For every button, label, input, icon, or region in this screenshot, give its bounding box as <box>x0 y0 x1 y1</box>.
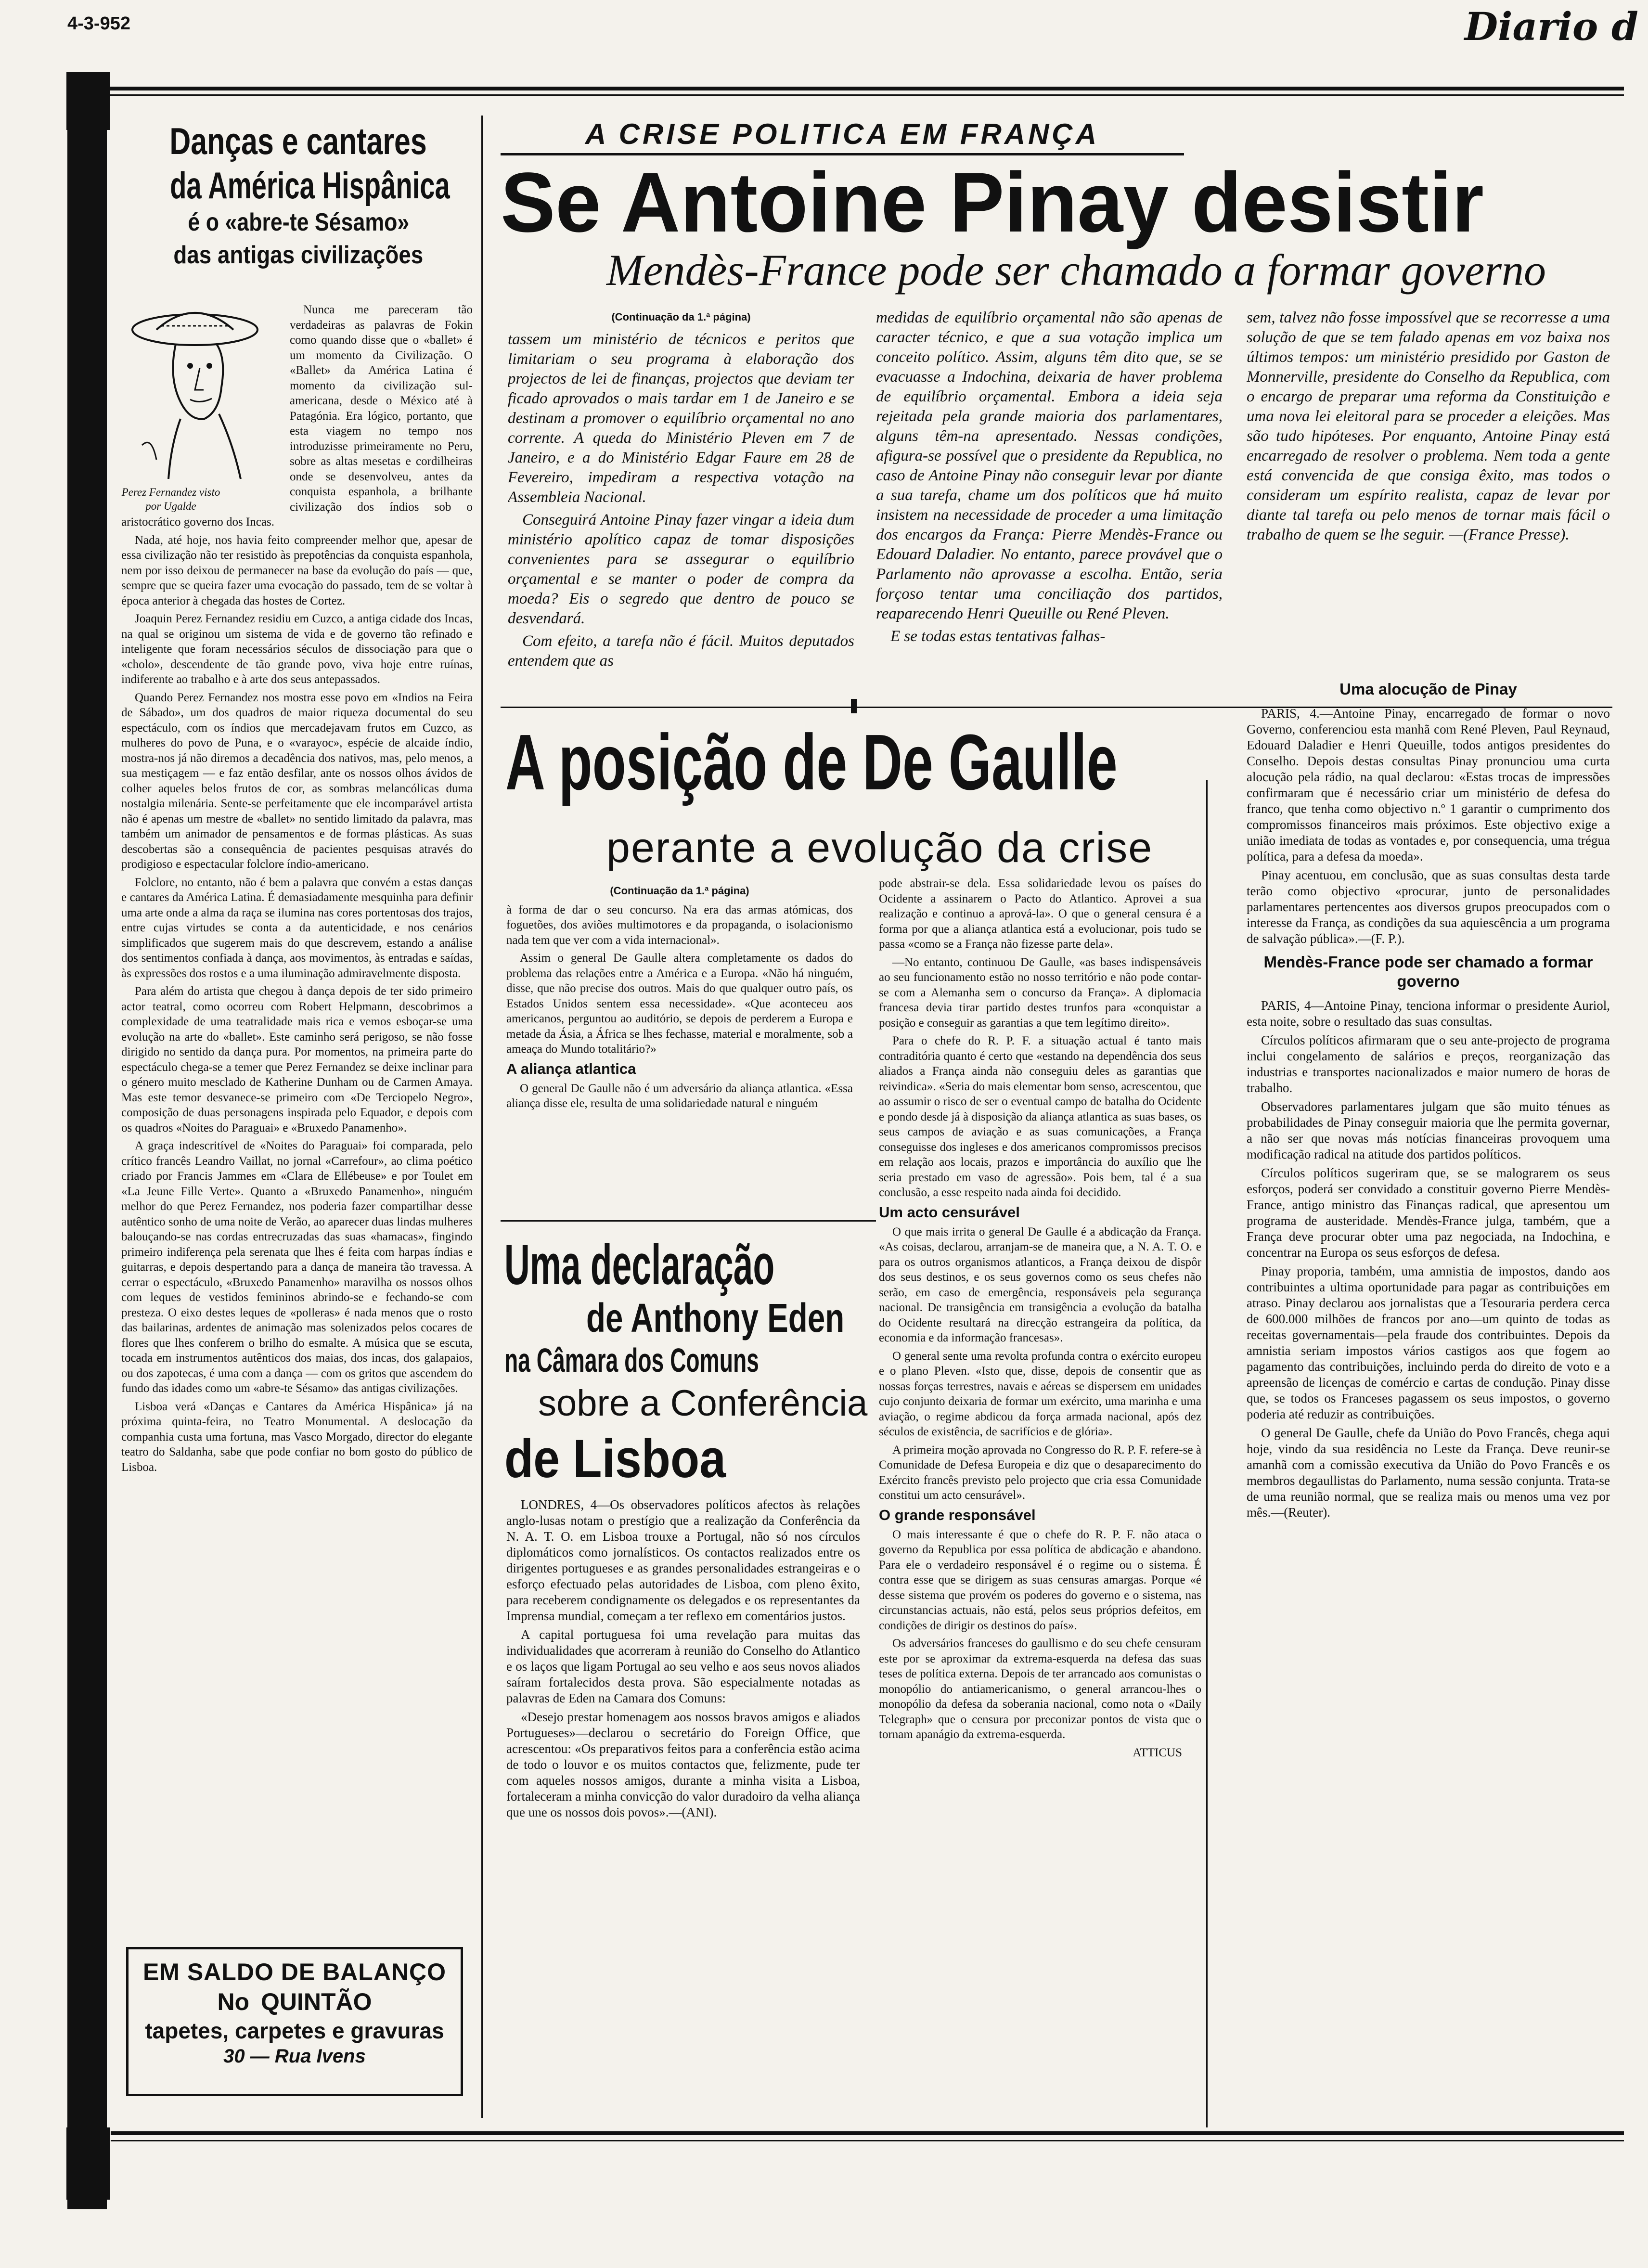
dancas-body <box>121 302 473 1785</box>
dancas-paragraph-6: Para além do artista que chegou à dança depois de ter sido primeiro actor teatral, como ocorreu com Robert Helpmann, descobrimos a complexidade de uma teatralidade mais rica e vemos esboçar-se uma evolução na arte do «ballet». Este caminho será perigoso, se não fosse dirigido no sentido da dança pura. Por momentos, na primeira parte do espectáculo chega-se a temer que Perez Fernandez se deixe inclinar para o género muito mesclado de Katherine Dunham ou de Carmen Amaya. Mas este temor desvanece-se primeiro com «De Terciopelo Negro», composição de duas personagens inspirada pelo Equador, e depois com os quadros «Noites do Paraguai» e «Bruxedo Panamenho». <box>121 985 473 1134</box>
dancas-headline-line1: Danças e cantares <box>169 120 427 162</box>
gaulle-col2-paragraph-4: O que mais irrita o general De Gaulle é a abdicação da França. «As coisas, declarou, arranjam-se de maneira que, a N. A. T. O. e para os outros organismos atlanticos, a França deixou de dispôr dos seus destinos, e os seus governos como os seus chefes não serão, em caso de emergência, responsáveis pela segurança nacional. De transigência em transigência a evolução da batalha do Ocidente resultará na direcção estrangeira da política, da economia e da informação francesas». <box>879 1225 1201 1344</box>
dancas-headline-line2: da América Hispânica <box>170 164 450 206</box>
page-date: 4-3-952 <box>67 13 130 34</box>
dancas-paragraph-2: Nada, até hoje, nos havia feito compreender melhor que, apesar de essa civilização não ter resistido às prepotências da conquista espanhola, nem por isso deixou de permanecer na base da evolução do país — que, sempre que se queira fazer uma evocação do passado, tem de se voltar à época anterior à chegada das hostes de Cortez. <box>121 533 473 607</box>
eden-paragraph-3: «Desejo prestar homenagem aos nossos bravos amigos e aliados Portugueses»—declarou o secretário do Foreign Office, que acrescentou: «Os preparativos feitos para a conferência estão acima de todo o louvor e os muitos contactos que, felizmente, pude ter com aqueles nossos amigos, durante a minha visita a Lisboa, fortaleceram a minha convicção do valor duradoiro da velha aliança que une os nossos dois povos».—(ANI). <box>506 1710 860 1819</box>
dancas-paragraph-8: Lisboa verá «Danças e Cantares da América Hispânica» já na próxima quinta-feira, no Teatro Monumental. A deslocação da companhia custa uma fortuna, mas Vasco Morgado, director do elegante teatro do Saldanha, sabe que pode confiar no bom gosto do público de Lisboa. <box>121 1400 473 1474</box>
crise-col2-paragraph-1: medidas de equilíbrio orçamental não são apenas de caracter técnico, e que a sua votação implica um conceito político. Assim, alguns têm dito que, se se evacuasse a Indochina, deixaria de haver problema de equilíbrio orçamental. Embora a ideia seja rejeitada pela grande maioria dos parlamentares, alguns têm-na apresentado. Nessas condições, afigura-se possível que o presidente da Republica, no caso de Antoine Pinay não conseguir levar por diante a sua tarefa, chame um dos políticos que há muito insistem na necessidade de proceder a uma limitação dos encargos da França: Pierre Mendès-France ou Edouard Daladier. No entanto, parece provável que o Parlamento não aprovasse a escolha. Então, seria forçoso tentar uma conciliação dos partidos, reaparecendo Henri Queuille ou René Pleven. <box>876 309 1223 622</box>
gaulle-col1-paragraph-3: O general De Gaulle não é um adversário da aliança atlantica. «Essa aliança disse ele, resulta de uma solidariedade natural e ninguém <box>506 1082 853 1110</box>
crise-col1-paragraph-3: Com efeito, a tarefa não é fácil. Muitos deputados entendem que as <box>508 632 854 670</box>
dancas-paragraph-5: Folclore, no entanto, não é bem a palavra que convém a estas danças e cantares da América Latina. É demasiadamente mesquinha para definir uma arte onde a alma da raça se ilumina nas cores portentosas dos trajos, entre cujas virtudes se conta a da autenticidade, e nos cenários simplificados que sugerem mais do que descrevem, estando a análise dos sentimentos confiada à dança, aos movimentos, às entradas e saídas, às expressões dos rostos e a uma iluminação admiravelmente disposta. <box>121 876 473 980</box>
eden-headline-line3: na Câmara dos Comuns <box>504 1341 759 1379</box>
dancas-headline-line3: é o «abre-te Sésamo» <box>188 208 409 236</box>
pinay-paragraph-7: Pinay proporia, também, uma amnistia de impostos, dando aos contribuintes a ultima oportunidade para pagar as contribuições em atraso. Pinay declarou aos jornalistas que a Tesouraria perdera cerca de 600.000 milhões de francos por ano—um quinto de todas as receitas governamentais—pela fraude dos contribuintes. Depois da amnistia seriam impostos vários castigos aos que fogem ao pagamento das contribuições, incluindo perda do direito de voto e a apreensão de licenças de comércio e cartas de condução. Pinay disse que, se todos os Franceses pagassem os seus impostos, o governo poderia até reduzir as contribuições. <box>1247 1264 1610 1421</box>
pinay-heading-alocucao: Uma alocução de Pinay <box>1339 680 1517 698</box>
pinay-paragraph-2: Pinay acentuou, em conclusão, que as suas consultas desta tarde terão como objectivo «procurar, junto de personalidades parlamentares pertencentes aos diversos grupos preocupados com o interesse da França, as condições da sua aquiescência a um programa de salvação pública».—(F. P.). <box>1247 868 1610 946</box>
crise-column-2 <box>876 308 1223 698</box>
eden-headline-line2: de Anthony Eden <box>586 1295 845 1340</box>
column-rule-left <box>481 116 483 2118</box>
crise-col2-paragraph-2: E se todas estas tentativas falhas- <box>890 628 1106 645</box>
eden-headline <box>504 1232 870 1492</box>
gaulle-subheadline: perante a evolução da crise <box>606 824 1153 871</box>
dancas-paragraph-4: Quando Perez Fernandez nos mostra esse povo em «Indios na Feira de Sábado», um dos quadros de maior riqueza documental do seu espectáculo, com os índios que mercadejavam frutos em Cuzco, as mulheres do povo de Puna, e o «varayoc», espécie de alcaide índio, mostra-nos já não diremos a decadência dos nativos, mas, pelo menos, a sua mestiçagem — e faz então desfilar, ante os nossos olhos ávidos de colher aqueles belos frutos de cor, as sombras melancólicas duma nostalgia milenária. Sente-se perfeitamente que ele incomparável artista não é apenas um mestre de «ballet» no sentido limitado da palavra, mas também um animador de pensamentos e de formas plásticas. As suas descobertas são a consequência de pacientes pesquisas através do prodigioso e espectacular folclore índio-americano. <box>121 691 473 871</box>
crise-continuation: (Continuação da 1.ª página) <box>611 311 751 323</box>
gaulle-heading-alianca: A aliança atlantica <box>506 1060 636 1077</box>
dancas-paragraph-3: Joaquin Perez Fernandez residiu em Cuzco, a antiga cidade dos Incas, na qual se originou um sistema de vida e de governo tão refinado e inteligente que foram necessários séculos de dissociação para que o «cholo», descendente de tão grande povo, viva hoje entre ruínas, indiferente ao trabalho e à arte dos seus antepassados. <box>121 612 473 686</box>
caricature-caption: Perez Fernandez visto por Ugalde <box>121 486 220 512</box>
gaulle-heading-grande-responsavel: O grande responsável <box>879 1506 1036 1523</box>
eden-paragraph-1: LONDRES, 4—Os observadores políticos afectos às relações anglo-lusas notam o prestígio que a realização da Conferência da N. A. T. O. em Lisboa trouxe a Portugal, não só nos círculos diplomáticos como jornalísticos. Os contactos realizados entre os dirigentes portugueses e as grandes personalidades estrangeiras e o esforço efectuado pelas autoridades de Lisboa, com pleno êxito, para receberem condignamente os delegados e os representantes da Imprensa mundial, começam a ter reflexo em comentários justos. <box>506 1497 860 1623</box>
pinay-heading-mendes-france: Mendès-France pode ser chamado a formar governo <box>1263 953 1593 990</box>
pinay-column <box>1247 674 1610 2127</box>
separator-eden-top <box>501 1220 876 1222</box>
pinay-paragraph-1: PARIS, 4.—Antoine Pinay, encarregado de formar o novo Governo, conferenciou esta manhã com René Pleven, Paul Reynaud, Edouard Daladier e Henri Queuille, todos antigos presidentes do Conselho. Depois destas consultas Pinay pronunciou uma curta alocução pela rádio, na qual declarou: «Estas trocas de impressões confirmaram que é necessário criar um ministério de defesa do franco, que tenha como objectivo n.º 1 garantir o cumprimento dos compromissos financeiros mais próximos. Este objectivo exige a união imediata de todas as vontades e, por consequencia, uma trégua política, para a defesa da moeda». <box>1247 706 1610 863</box>
crise-headline-text: Se Antoine Pinay desistir <box>501 155 1484 250</box>
dancas-headline <box>116 119 481 273</box>
eden-body <box>506 1497 860 2125</box>
left-margin-mark-top <box>66 72 110 130</box>
ad-line-2-prefix: No <box>217 1988 250 2015</box>
crise-kicker: A CRISE POLITICA EM FRANÇA <box>585 118 1100 150</box>
ad-line-2 <box>129 1988 461 2016</box>
crise-col1-paragraph-2: Conseguirá Antoine Pinay fazer vingar a ideia dum ministério apolítico capaz de tomar disposições convenientes para se assegurar o equilíbrio orçamental e se manter o poder de compra da moeda? Eis o segredo que dentro de pouco se desvendará. <box>508 511 854 627</box>
crise-col1-paragraph-1: tassem um ministério de técnicos e peritos que limitariam o seu programa à elaboração dos projectos de lei de finanças, projectos que deviam ter ficado aprovados o mais tardar em 1 de Janeiro e se destinam a promover o equilíbrio orçamental no ano corrente. A queda do Ministério Pleven em 7 de Janeiro, e a do Ministério Edgar Faure em 28 de Fevereiro, impediram a respectiva votação na Assembleia Nacional. <box>508 331 854 506</box>
top-rule-thin <box>67 94 1624 96</box>
gaulle-col1-paragraph-1: à forma de dar o seu concurso. Na era das armas atómicas, dos foguetões, dos aviões multimotores e da propaganda, o isolacionismo nada tem que ver com a vida internacional». <box>506 903 853 947</box>
ad-line-4: 30 — Rua Ivens <box>223 2046 366 2067</box>
crise-column-1 <box>508 307 854 697</box>
crise-headline <box>501 154 1622 250</box>
dancas-paragraph-7: A graça indescritível de «Noites do Paraguai» foi comparada, pelo crítico francês Leandro Vaillat, no jornal «Carrefour», ao clima poético criado por Francis Jammes em «Clara de Ellébeuse» e por Toulet em «La Jeune Fille Verte». Quanto a «Bruxedo Panamenho», ninguém melhor do que Perez Fernandez, nos poderia fazer compartilhar desse autêntico sonho de uma noite de Verão, ao aparecer duas lindas mulheres balouçando-se nas cordas entrecruzadas das suas «hamacas», fingindo primeiro indiferença pela serenata que lhes é feita com harpas índias e guitarras, e depois despertando para a dança de maneira tão travessa. A cerrar o espectáculo, «Bruxedo Panamenho» maravilha os nossos olhos com leques de vestidos femininos abrindo-se e fechando-se com presteza. O eixo destes leques de «polleras» é nada menos que o rosto das bailarinas, ardentes de animação mas solenizados pelos cocares de flores que lhes conferem o brilho do esmalte. A música que se escuta, tocada em instrumentos autênticos dos maias, dos incas, dos galapaios, ou dos zapotecas, é uma com a dança — com os gritos que ascendem do fundo das idades como um «abre-te Sésamo» das antigas civilizações. <box>121 1139 473 1395</box>
pinay-paragraph-5: Observadores parlamentares julgam que são muito ténues as probabilidades de Pinay conseguir maioria que lhe permita governar, a não ser que novas más notícias financeiras provoquem uma modificação radical na atitude dos partidos políticos. <box>1247 1099 1610 1161</box>
crise-col3-paragraph-1: sem, talvez não fosse impossível que se recorresse a uma solução de que se tem falado apenas em voz baixa nos últimos tempos: um ministério presidido por Gaston de Monnerville, presidente do Conselho da Republica, com o encargo de preparar uma reforma da Constituição e uma nova lei eleitoral para se proceder a eleições. Mas são tudo hipóteses. Por enquanto, Antoine Pinay está encarregado de resolver o problema. Nem toda a gente está convencida de que consiga êxito, mas todos o consideram um espírito realista, capaz de levar por diante tal tarefa ou pelo menos de tornar mais fácil o trabalho de quem se lhe seguir. —(France Presse). <box>1247 309 1610 543</box>
gaulle-column-2 <box>879 876 1201 2127</box>
gaulle-col2-paragraph-1: pode abstrair-se dela. Essa solidariedade levou os países do Ocidente a assinarem o Pacto do Atlantico. Aprovei a sua realização e continuo a aprová-la». O que o general censura é a forma por que a aliança atlantica está a evolucionar, pois tudo se passa «como se a França não fizesse parte dela». <box>879 877 1201 951</box>
pinay-paragraph-6: Círculos políticos sugeriram que, se se malograrem os seus esforços, poderá ser convidado a constituir governo Pierre Mendès-France, antigo ministro das Finanças radical, que apresentou um programa de austeridade. Mendès-France julga, também, que a França deve procurar obter uma paz negociada, na Indochina, e concentrar na Europa os seus esforços de defesa. <box>1247 1166 1610 1260</box>
gaulle-col2-paragraph-2: —No entanto, continuou De Gaulle, «as bases indispensáveis ao seu funcionamento estão no nosso território e não pode contar-se com a Alemanha sem o concurso da França». A diplomacia francesa devia tirar partido destes trunfos para «conquistar a posição e conseguir as garantias a que tem legítimo direito». <box>879 955 1201 1030</box>
pinay-paragraph-4: Círculos políticos afirmaram que o seu ante-projecto de programa inclui congelamento de salários e preços, reorganização das industrias e transportes nacionalizados e maior numero de horas de trabalho. <box>1247 1033 1610 1095</box>
top-rule <box>67 87 1624 90</box>
left-margin-bar <box>67 72 107 2209</box>
gaulle-headline-text: A posição de De Gaulle <box>505 718 1118 806</box>
ad-line-1: EM SALDO DE BALANÇO <box>142 1959 447 1985</box>
quintao-advertisement <box>126 1947 463 2096</box>
gaulle-col2-paragraph-8: Os adversários franceses do gaullismo e do seu chefe censuram este por se aproximar da extrema-esquerda na defesa das suas teses de política externa. Depois de ter arrancado aos comunistas o monopólio do antiamericanismo, o general arrancou-lhes o monopólio da defesa da soberania nacional, como nota o «Daily Telegraph» que o censura por preconizar pontos de vista que o tornam apanágio da extrema-esquerda. <box>879 1637 1201 1741</box>
eden-paragraph-2: A capital portuguesa foi uma revelação para muitas das individualidades que acorreram à reunião do Conselho do Atlantico e os laços que ligam Portugal ao seu velho e aos seus novos aliados saíram fortalecidos desta prova. São especialmente notadas as palavras de Eden na Camara dos Comuns: <box>506 1627 860 1705</box>
masthead: Diario d <box>1464 4 1638 49</box>
gaulle-col2-paragraph-7: O mais interessante é que o chefe do R. P. F. não ataca o governo da Republica por essa política de abdicação e abandono. Para ele o verdadeiro responsável é o regime ou o sistema. É contra esse que se dirigem as suas censuras amargas. Porque «é desse sistema que provém os poderes do governo e o sistema, nas circunstancias actuais, não está, pelos seus próprios defeitos, em condições de dirigir os destinos do país». <box>879 1528 1201 1632</box>
separator-center-notch <box>851 699 857 713</box>
column-rule-right <box>1206 780 1208 2127</box>
ad-line-2-name: QUINTÃO <box>261 1988 372 2015</box>
gaulle-col2-paragraph-5: O general sente uma revolta profunda contra o exército europeu e o plano Pleven. «Isto que, disse, depois de consentir que as nossas forças terrestres, navais e aéreas se dispersem em unidades cujo conjunto deixaria de formar um exército, uma marinha e uma aviação, o regime abdicou da força armada nacional, após dez séculos de existência, de sacrifícios e de glória». <box>879 1349 1201 1438</box>
gaulle-col2-paragraph-3: Para o chefe do R. P. F. a situação actual é tanto mais contraditória quanto é certo que «estando na dependência dos seus aliados a França ainda não conseguiu deles as garantias que reivindica». «Seria do mais elementar bom senso, acrescentou, que ao assumir o risco de ser o eventual campo de batalha do Ocidente e pondo desde já à disposição da aliança atlantica as suas bases, os seus campos de aviação e as suas comunicações, a França conseguisse dos ingleses e dos americanos compromissos precisos em relação aos locais, prazos e importância do auxílio que lhe seria prestado em vaso de agressão». Pois bem, tal é a sua conclusão, a esse respeito nada ainda foi decidido. <box>879 1034 1201 1199</box>
gaulle-heading-acto-censuravel: Um acto censurável <box>879 1203 1020 1221</box>
eden-headline-line4: sobre a Conferência <box>538 1383 868 1424</box>
gaulle-signature: ATTICUS <box>1133 1746 1182 1759</box>
dancas-headline-line4: das antigas civilizações <box>173 241 424 269</box>
crise-subheadline: Mendès-France pode ser chamado a formar governo <box>606 245 1546 295</box>
eden-headline-line5: de Lisboa <box>504 1429 726 1489</box>
bottom-rule <box>111 2131 1624 2135</box>
eden-headline-line1: Uma declaração <box>504 1233 775 1297</box>
gaulle-continuation: (Continuação da 1.ª página) <box>610 885 749 897</box>
gaulle-headline <box>505 717 1208 813</box>
crise-column-3 <box>1247 308 1610 674</box>
left-margin-mark-bottom <box>66 2127 110 2200</box>
dancas-paragraph-1: Nunca me pareceram tão verdadeiras as palavras de Fokin como quando disse que o «ballet» é um momento da Civilização. O «Ballet» da América Latina é momento da civilização sul-americana, desde o México até à Patagónia. Era lógico, portanto, que esta viagem no tempo nos introduzisse primeiramente no Peru, sobre as altas mesetas e cordilheiras onde se desenvolveu, antes da conquista espanhola, a brilhante civilização dos índios sob o aristocrático governo dos Incas. <box>121 303 473 528</box>
gaulle-col2-paragraph-6: A primeira moção aprovada no Congresso do R. P. F. refere-se à Comunidade de Defesa Europeia e diz que o desaparecimento do Exército francês previsto pelo projecto que cria essa Comunidade constitui um acto censurável». <box>879 1443 1201 1502</box>
ad-line-3: tapetes, carpetes e gravuras <box>145 2018 444 2043</box>
gaulle-col1-paragraph-2: Assim o general De Gaulle altera completamente os dados do problema das relações entre a América e a Europa. «Não há ninguém, disse, que não precise dos outros. Mais do que qualquer outro país, os Estados Unidos sentem essa necessidade». «Que aconteceu aos americanos, perguntou ao auditório, se depois de perderem a Europa e metade da Ásia, a África se lhes fechasse, material e moralmente, sob a ameaça do Mundo totalitário?» <box>506 952 853 1056</box>
pinay-paragraph-3: PARIS, 4—Antoine Pinay, tenciona informar o presidente Auriol, esta noite, sobre o resultado das suas consultas. <box>1247 998 1610 1029</box>
caricature-float-spacer <box>121 302 290 504</box>
gaulle-column-1 <box>506 883 853 1211</box>
bottom-rule-thin <box>111 2140 1624 2141</box>
pinay-paragraph-8: O general De Gaulle, chefe da União do Povo Francês, chega aqui hoje, vindo da sua residência no Leste da França. Deve reunir-se amanhã com a comissão executiva da União do Povo Francês e os membros degaullistas do Parlamento, numa sessão conjunta. Trata-se de uma reunião normal, que se realiza mais ou menos uma vez por mês.—(Reuter). <box>1247 1426 1610 1520</box>
